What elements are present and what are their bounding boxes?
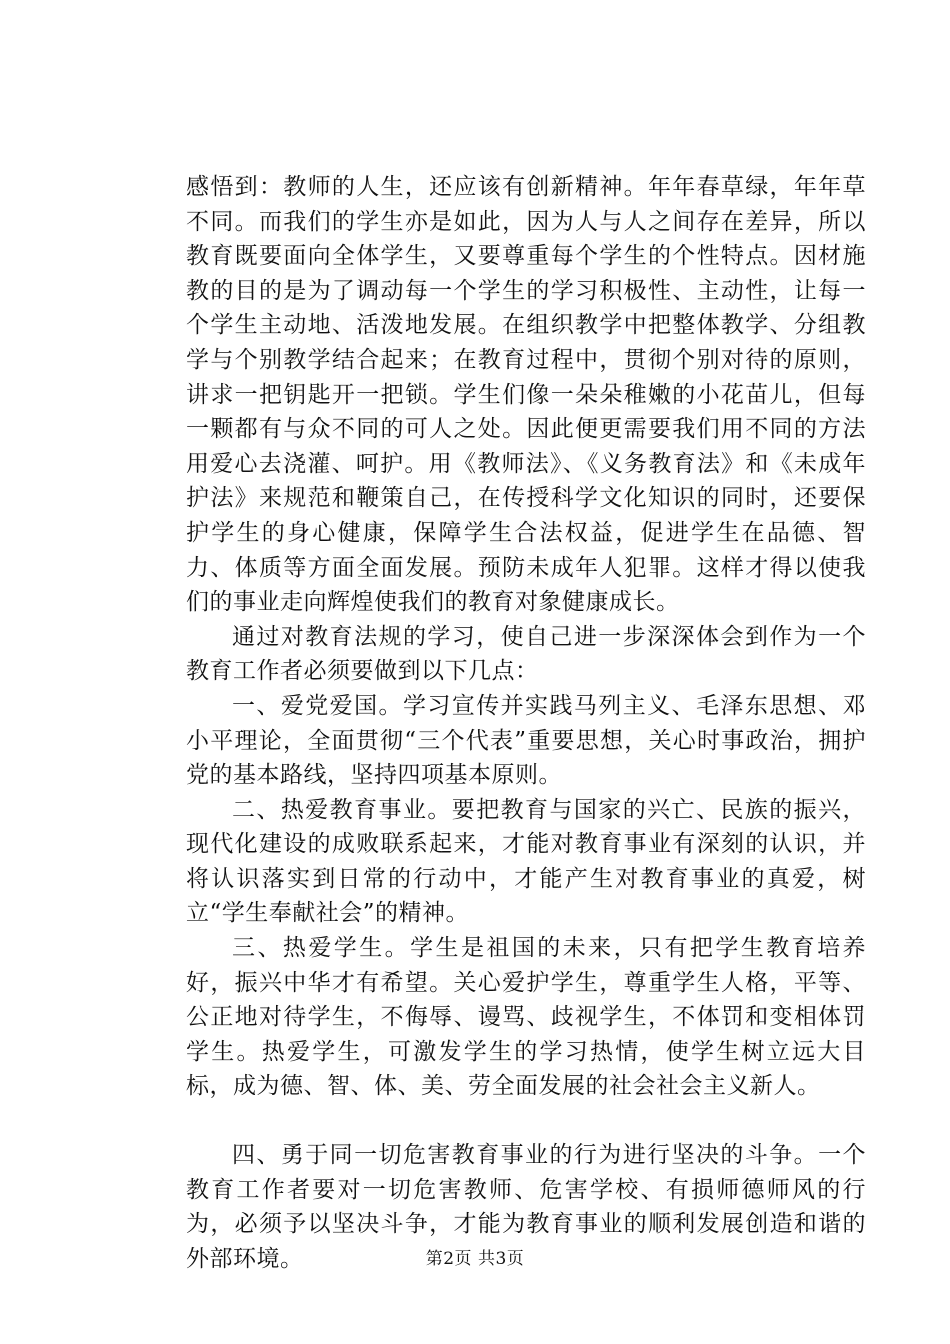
paragraph-point-4: 四、勇于同一切危害教育事业的行为进行坚决的斗争。一个教育工作者要对一切危害教师、危害学校、有损师德师风的行为，必须予以坚决斗争，才能为教育事业的顺利发展创造和谐的外部环境。: [186, 1142, 866, 1272]
document-body: [186, 170, 866, 1276]
paragraph-point-3: 三、热爱学生。学生是祖国的未来，只有把学生教育培养好，振兴中华才有希望。关心爱护学生，尊重学生人格，平等、公正地对待学生，不侮辱、谩骂、歧视学生，不体罚和变相体罚学生。热爱学生，可激发学生的学习热情，使学生树立远大目标，成为德、智、体、美、劳全面发展的社会社会主义新人。: [186, 935, 866, 1100]
paragraph-point-1: 一、爱党爱国。学习宣传并实践马列主义、毛泽东思想、邓小平理论，全面贯彻“三个代表”重要思想，关心时事政治，拥护党的基本路线，坚持四项基本原则。: [186, 692, 866, 789]
paragraph-continuation: 感悟到：教师的人生，还应该有创新精神。年年春草绿，年年草不同。而我们的学生亦是如此，因为人与人之间存在差异，所以教育既要面向全体学生，又要尊重每个学生的个性特点。因材施教的目的是为了调动每一个学生的学习积极性、主动性，让每一个学生主动地、活泼地发展。在组织教学中把整体教学、分组教学与个别教学结合起来；在教育过程中，贯彻个别对待的原则，讲求一把钥匙开一把锁。学生们像一朵朵稚嫩的小花苗儿，但每一颗都有与众不同的可人之处。因此便更需要我们用不同的方法用爱心去浇灌、呵护。用《教师法》、《义务教育法》和《未成年护法》来规范和鞭策自己，在传授科学文化知识的同时，还要保护学生的身心健康，保障学生合法权益，促进学生在品德、智力、体质等方面全面发展。预防未成年人犯罪。这样才得以使我们的事业走向辉煌使我们的教育对象健康成长。: [186, 174, 866, 616]
paragraph-intro: 通过对教育法规的学习，使自己进一步深深体会到作为一个教育工作者必须要做到以下几点：: [186, 623, 866, 685]
paragraph-point-2: 二、热爱教育事业。要把教育与国家的兴亡、民族的振兴，现代化建设的成败联系起来，才能对教育事业有深刻的认识，并将认识落实到日常的行动中，才能产生对教育事业的真爱，树立“学生奉献社会”的精神。: [186, 796, 866, 927]
page-footer: 第2页 共3页: [425, 1249, 525, 1269]
